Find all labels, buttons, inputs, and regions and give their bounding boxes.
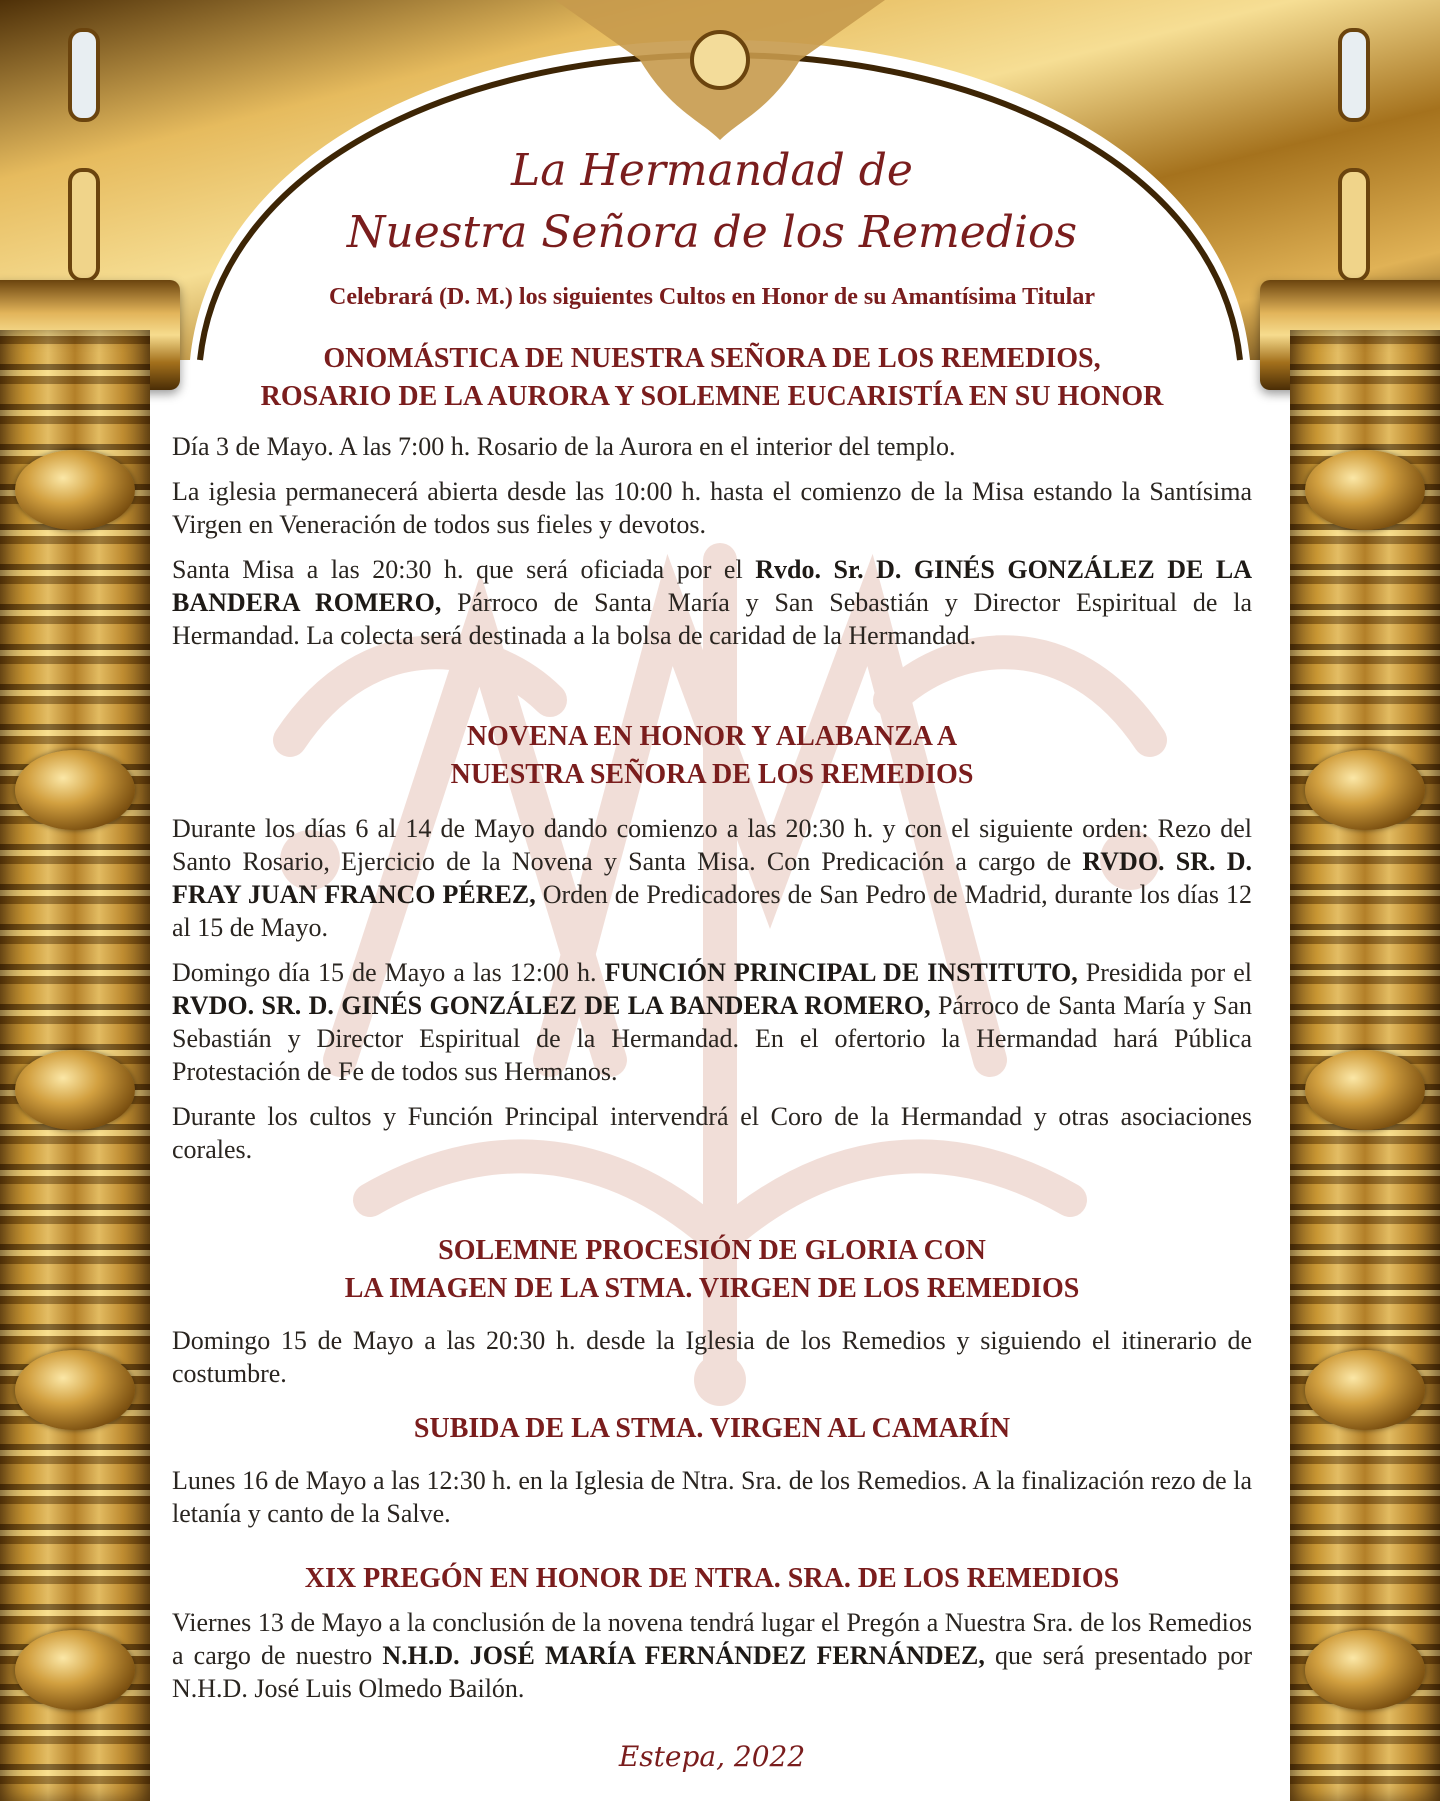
paragraph: Día 3 de Mayo. A las 7:00 h. Rosario de la Aurora en el interior del templo.: [172, 432, 956, 461]
title-line-2: Nuestra Señora de los Remedios: [346, 207, 1078, 258]
column-ornament: [1305, 1050, 1425, 1130]
column-ornament: [15, 1350, 135, 1430]
left-ornate-column: [0, 330, 150, 1801]
paragraph: Domingo 15 de Mayo a las 20:30 h. desde la Iglesia de los Remedios y siguiendo el itinerario de costumbre.: [172, 1326, 1252, 1388]
paragraph: Viernes 13 de Mayo a la conclusión de la novena tendrá lugar el Pregón a Nuestra Sra. de los Remedios a cargo de nuestro N.H.D. JOSÉ MARÍA FERNÁNDEZ FERNÁNDEZ, que será presentado por N.H.D. José Luis Olmedo Bailón.: [172, 1608, 1252, 1703]
section-heading: [172, 1232, 1252, 1308]
section-novena: [172, 718, 1252, 1178]
paragraph: Durante los días 6 al 14 de Mayo dando comienzo a las 20:30 h. y con el siguiente orden: Rezo del Santo Rosario, Ejercicio de la Novena y Santa Misa. Con Predicación a cargo de RVDO. SR. D. FRAY JUAN FRANCO PÉREZ, Orden de Predicadores de San Pedro de Madrid, durante los días 12 al 15 de Mayo.: [172, 814, 1253, 942]
paragraph: Domingo día 15 de Mayo a las 12:00 h. FUNCIÓN PRINCIPAL DE INSTITUTO, Presidida por el RVDO. SR. D. GINÉS GONZÁLEZ DE LA BANDERA ROMERO, Párroco de Santa María y San Sebastián y Director Espiritual de la Hermandad. En el ofertorio la Hermandad hará Pública Protestación de Fe de todos sus Hermanos.: [172, 958, 1252, 1086]
column-ornament: [1305, 750, 1425, 830]
announcer-name: N.H.D. JOSÉ MARÍA FERNÁNDEZ FERNÁNDEZ,: [382, 1641, 985, 1670]
column-ornament: [15, 1630, 135, 1710]
right-ornate-column: [1290, 330, 1440, 1801]
paragraph: La iglesia permanecerá abierta desde las 10:00 h. hasta el comienzo de la Misa estando la Santísima Virgen en Veneración de todos sus fieles y devotos.: [172, 477, 1252, 539]
page-subtitle: Celebrará (D. M.) los siguientes Cultos en Honor de su Amantísima Titular: [328, 284, 1096, 310]
heading-line: ONOMÁSTICA DE NUESTRA SEÑORA DE LOS REMEDIOS,: [323, 343, 1101, 374]
paragraph: Durante los cultos y Función Principal intervendrá el Coro de la Hermandad y otras asociaciones corales.: [172, 1102, 1252, 1164]
column-ornament: [15, 750, 135, 830]
function-title: FUNCIÓN PRINCIPAL DE INSTITUTO,: [604, 958, 1078, 987]
presider-name: RVDO. SR. D. GINÉS GONZÁLEZ DE LA BANDERA ROMERO,: [172, 991, 931, 1020]
section-heading: [172, 718, 1252, 794]
column-ornament: [1305, 450, 1425, 530]
heading-line: SOLEMNE PROCESIÓN DE GLORIA CON: [438, 1235, 986, 1266]
section-onomastica: [172, 340, 1252, 664]
column-ornament: [1305, 1350, 1425, 1430]
section-procesion: [172, 1232, 1252, 1402]
column-ornament: [15, 450, 135, 530]
paragraph: Lunes 16 de Mayo a las 12:30 h. en la Iglesia de Ntra. Sra. de los Remedios. A la finalización rezo de la letanía y canto de la Salve.: [172, 1466, 1252, 1528]
section-pregon: [172, 1560, 1252, 1717]
heading-line: ROSARIO DE LA AURORA Y SOLEMNE EUCARISTÍA EN SU HONOR: [260, 381, 1164, 412]
place-date-signature: Estepa, 2022: [618, 1740, 806, 1773]
heading-line: NUESTRA SEÑORA DE LOS REMEDIOS: [450, 759, 974, 790]
paragraph: Santa Misa a las 20:30 h. que será oficiada por el Rvdo. Sr. D. GINÉS GONZÁLEZ DE LA BANDERA ROMERO, Párroco de Santa María y San Sebastián y Director Espiritual de la Hermandad. La colecta será destinada a la bolsa de caridad de la Hermandad.: [172, 555, 1253, 650]
column-ornament: [1305, 1630, 1425, 1710]
section-heading: SUBIDA DE LA STMA. VIRGEN AL CAMARÍN: [413, 1413, 1011, 1444]
heading-line: NOVENA EN HONOR Y ALABANZA A: [466, 721, 958, 752]
section-heading: [172, 340, 1252, 416]
celebrant-name: Rvdo. Sr. D. GINÉS GONZÁLEZ DE LA BANDERA ROMERO,: [172, 555, 1253, 617]
section-subida: [172, 1410, 1252, 1542]
title-line-1: La Hermandad de: [511, 145, 913, 196]
preacher-name: RVDO. SR. D. FRAY JUAN FRANCO PÉREZ,: [172, 847, 1253, 909]
column-ornament: [15, 1050, 135, 1130]
heading-line: LA IMAGEN DE LA STMA. VIRGEN DE LOS REMEDIOS: [344, 1273, 1080, 1304]
section-heading: XIX PREGÓN EN HONOR DE NTRA. SRA. DE LOS REMEDIOS: [304, 1563, 1120, 1594]
page-title: [172, 140, 1252, 264]
